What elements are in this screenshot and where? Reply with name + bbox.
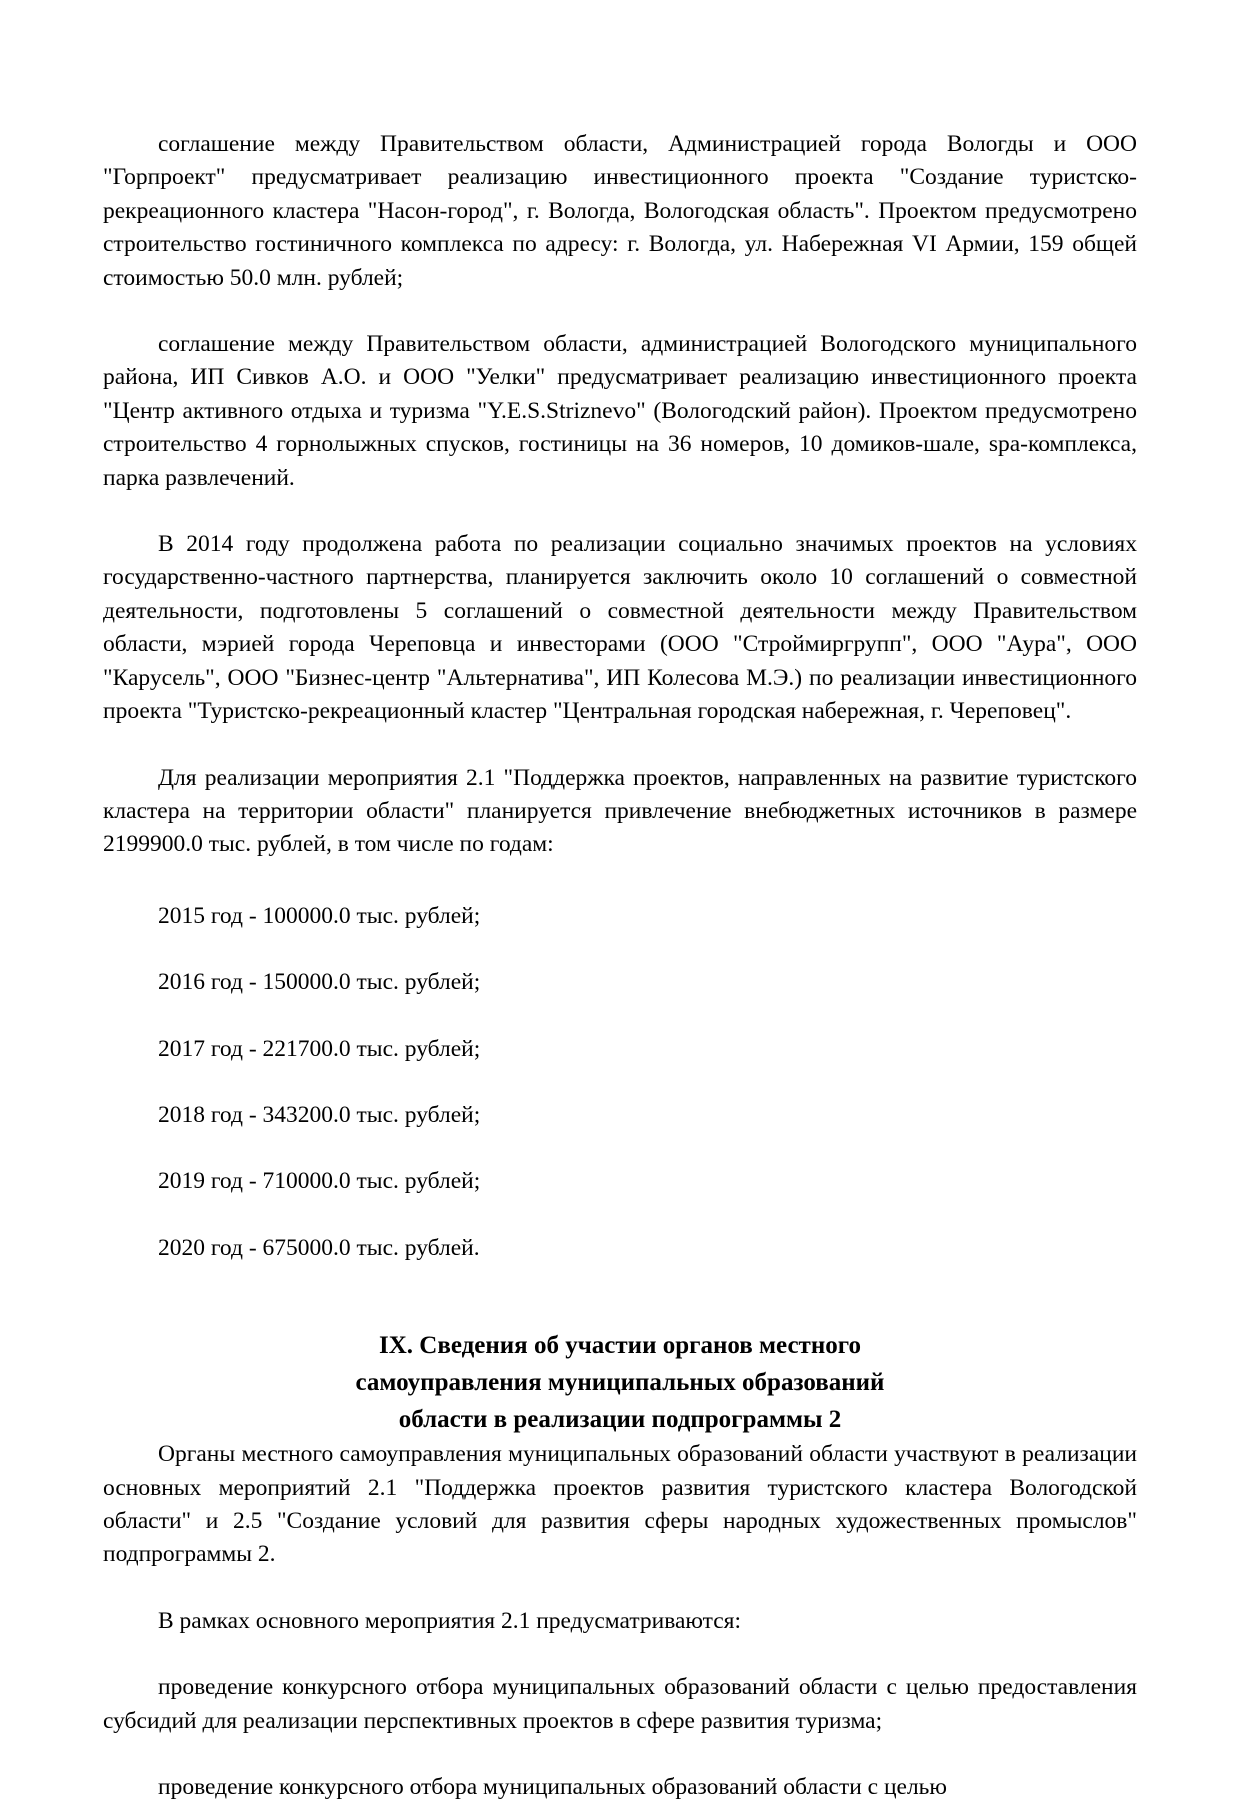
funding-year-2015: 2015 год - 100000.0 тыс. рублей; — [158, 902, 481, 929]
paragraph-measure-2-1-scope: В рамках основного мероприятия 2.1 предусматриваются: — [158, 1607, 741, 1634]
document-body — [103, 128, 1137, 1804]
paragraph-measure-2-1-funding: Для реализации мероприятия 2.1 "Поддержка проектов, направленных на развитие туристского кластера на территории области" планируется привлечение внебюджетных источников в размере 2199900.0 тыс. рублей, в том числе по годам: — [103, 764, 1137, 858]
paragraph-local-government-participation: Органы местного самоуправления муниципальных образований области участвуют в реализации основных мероприятий 2.1 "Поддержка проектов развития туристского кластера Вологодской области" и 2.5 "Создание условий для развития сферы народных художественных промыслов" подпрограммы 2. — [103, 1441, 1137, 1568]
funding-year-2018: 2018 год - 343200.0 тыс. рублей; — [158, 1101, 481, 1128]
section-heading-line-2: самоуправления муниципальных образований — [355, 1369, 885, 1397]
funding-by-year-list — [103, 900, 1137, 1265]
section-heading-line-1: IX. Сведения об участии органов местного — [379, 1332, 861, 1360]
funding-year-2016: 2016 год - 150000.0 тыс. рублей; — [158, 969, 481, 996]
paragraph-ppp-2014: В 2014 году продолжена работа по реализации социально значимых проектов на условиях государственно-частного партнерства, планируется заключить около 10 соглашений о совместной деятельности, подготовлены 5 соглашений о совместной деятельности между Правительством области, мэрией города Череповца и инвесторами (ООО "Строймиргрупп", ООО "Аура", ООО "Карусель", ООО "Бизнес-центр "Альтернатива", ИП Колесова М.Э.) по реализации инвестиционного проекта "Туристско-рекреационный кластер "Центральная городская набережная, г. Череповец". — [103, 531, 1137, 725]
funding-year-2017: 2017 год - 221700.0 тыс. рублей; — [158, 1035, 481, 1062]
funding-year-2019: 2019 год - 710000.0 тыс. рублей; — [158, 1168, 481, 1195]
section-heading-ix — [103, 1327, 1137, 1438]
paragraph-striznevo-agreement: соглашение между Правительством области, администрацией Вологодского муниципального района, ИП Сивков А.О. и ООО "Уелки" предусматривает реализацию инвестиционного проекта "Центр активного отдыха и туризма "Y.E.S.Striznevo" (Вологодский район). Проектом предусмотрено строительство 4 горнолыжных спусков, гостиницы на 36 номеров, 10 домиков-шале, spa-комплекса, парка развлечений. — [103, 331, 1137, 491]
paragraph-competitive-selection-continued: проведение конкурсного отбора муниципальных образований области с целью — [158, 1774, 947, 1800]
paragraph-nason-gorod-agreement: соглашение между Правительством области, Администрацией города Вологды и ООО "Горпроект" предусматривает реализацию инвестиционного проекта "Создание туристско-рекреационного кластера "Насон-город", г. Вологда, Вологодская область". Проектом предусмотрено строительство гостиничного комплекса по адресу: г. Вологда, ул. Набережная VI Армии, 159 общей стоимостью 50.0 млн. рублей; — [103, 131, 1137, 291]
paragraph-competitive-selection-tourism: проведение конкурсного отбора муниципальных образований области с целью предоставления субсидий для реализации перспективных проектов в сфере развития туризма; — [103, 1674, 1137, 1734]
funding-year-2020: 2020 год - 675000.0 тыс. рублей. — [158, 1234, 480, 1261]
section-heading-line-3: области в реализации подпрограммы 2 — [398, 1406, 842, 1434]
